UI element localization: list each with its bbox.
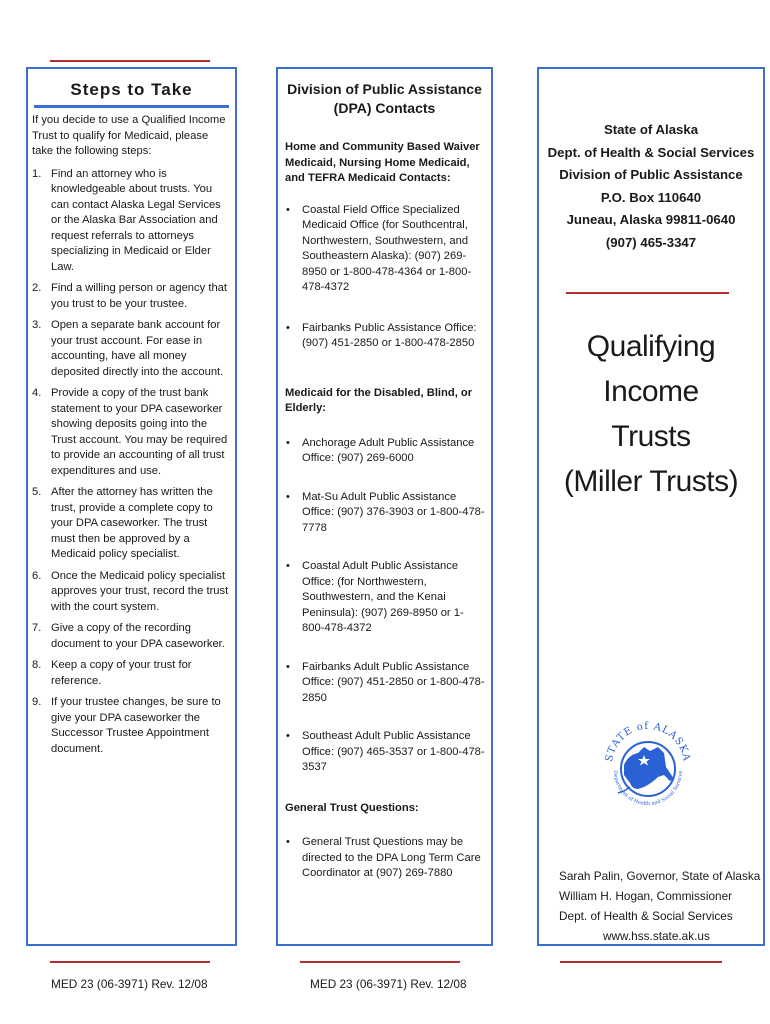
- footer-line: Sarah Palin, Governor, State of Alaska: [559, 869, 761, 883]
- bottom-rule-middle: [300, 961, 460, 963]
- contact-item: • Anchorage Adult Public Assistance Office: (907) 269-6000: [284, 436, 485, 467]
- section-heading-waiver: Home and Community Based Waiver Medicaid, Nursing Home Medicaid, and TEFRA Medicaid Contacts:: [285, 141, 480, 184]
- contact-item: • Southeast Adult Public Assistance Office: (907) 465-3537 or 1-800-478-3537: [284, 729, 485, 776]
- address-line: Juneau, Alaska 99811-0640: [566, 212, 736, 227]
- title-line: (Miller Trusts): [563, 465, 739, 498]
- address-line: State of Alaska: [603, 122, 699, 137]
- step-number: 6.: [32, 569, 42, 582]
- address-line: P.O. Box 110640: [600, 189, 702, 205]
- waiver-contact-list: [278, 203, 491, 352]
- svg-text:STATE of ALASKA: STATE of ALASKA: [604, 720, 692, 763]
- step-number: 2.: [32, 282, 42, 294]
- address-line: (907) 465-3347: [605, 234, 697, 250]
- title-line: Qualifying Income: [586, 330, 716, 408]
- step-item: [32, 167, 232, 276]
- step-text: Provide a copy of the trust bank statement to your DPA caseworker showing deposits going into the Trust account. You may be required to provide an accounting of all trust expenditures and use.: [51, 387, 228, 477]
- step-item: [32, 658, 232, 689]
- contact-item: • Mat-Su Adult Public Assistance Office: (907) 376-3903 or 1-800-478-7778: [284, 490, 485, 537]
- step-number: 3.: [32, 319, 42, 331]
- step-number: 7.: [32, 622, 42, 634]
- bottom-rule-right: [560, 961, 722, 963]
- step-text: Give a copy of the recording document to your DPA caseworker.: [51, 622, 225, 650]
- step-item: [32, 281, 232, 312]
- address-block: [539, 119, 763, 254]
- step-text: Keep a copy of your trust for reference.: [51, 659, 192, 687]
- state-seal-logo: [600, 717, 696, 813]
- step-text: Find a willing person or agency that you trust to be your trustee.: [51, 282, 227, 310]
- address-line: Division of Public Assistance: [559, 167, 743, 182]
- cover-divider: [566, 292, 729, 294]
- step-number: 8.: [32, 659, 42, 671]
- step-number: 5.: [32, 486, 42, 498]
- step-item: [32, 695, 232, 757]
- website-url: www.hss.state.ak.us: [603, 929, 710, 943]
- form-number-middle: MED 23 (06-3971) Rev. 12/08: [310, 977, 467, 991]
- step-number: 1.: [32, 167, 42, 180]
- svg-text:Department of Health and Socia: Department of Health and Social Services: [611, 770, 685, 808]
- step-item: [32, 621, 232, 652]
- step-text: After the attorney has written the trust, provide a complete copy to your DPA caseworker. The trust must then be approved by a Medicaid policy specialist.: [51, 486, 213, 560]
- step-number: 9.: [32, 696, 42, 708]
- step-text: Once the Medicaid policy specialist approves your trust, record the trust with the court system.: [51, 569, 229, 613]
- step-item: [32, 386, 232, 479]
- cover-panel: [537, 67, 765, 946]
- contact-item: • Fairbanks Adult Public Assistance Office: (907) 451-2850 or 1-800-478-2850: [284, 660, 485, 707]
- alaska-seal-icon: [600, 717, 696, 813]
- general-contact-list: [278, 835, 491, 882]
- bottom-rule-left: [50, 961, 210, 963]
- section-heading-general: General Trust Questions:: [285, 801, 419, 814]
- contact-item: • Coastal Adult Public Assistance Office: (for Northwestern, Southwestern, and the Kenai Peninsula): (907) 269-8950 or 1-800-478-4372: [284, 559, 485, 637]
- section-heading-disabled: Medicaid for the Disabled, Blind, or Elderly:: [285, 386, 473, 414]
- step-item: [32, 569, 232, 616]
- brochure-title: [539, 324, 763, 504]
- step-text: Open a separate bank account for your trust account. For ease in accounting, have all money deposited directly into the account.: [51, 319, 224, 378]
- footer-line: William H. Hogan, Commissioner: [559, 889, 733, 903]
- address-line: Dept. of Health & Social Services: [547, 144, 755, 160]
- form-number-left: MED 23 (06-3971) Rev. 12/08: [51, 977, 208, 991]
- steps-title: Steps to Take: [34, 80, 229, 108]
- cover-footer: [559, 866, 760, 946]
- contacts-title: Division of Public Assistance (DPA) Contacts: [287, 81, 482, 116]
- contact-item: • General Trust Questions may be directed to the DPA Long Term Care Coordinator at (907) 269-7880: [284, 835, 485, 882]
- step-item: [32, 318, 232, 380]
- title-line: Trusts: [611, 420, 691, 453]
- disabled-contact-list: [278, 436, 491, 776]
- footer-line: Dept. of Health & Social Services: [559, 909, 733, 923]
- step-text: Find an attorney who is knowledgeable about trusts. You can contact Alaska Legal Services or the Alaska Bar Association and request referrals to attorneys specializing in Medicaid or Elder Law.: [51, 167, 221, 273]
- steps-intro: If you decide to use a Qualified Income Trust to qualify for Medicaid, please take the following steps:: [32, 114, 226, 157]
- step-text: If your trustee changes, be sure to give your DPA caseworker the Successor Trustee Appointment document.: [51, 696, 221, 755]
- step-item: [32, 485, 232, 563]
- contact-item: • Coastal Field Office Specialized Medicaid Office (for Southcentral, Northwestern, Southwestern, and Southeastern Alaska): (907) 269-8950 or 1-800-478-4364 or 1-800-478-4372: [284, 203, 485, 296]
- contacts-panel: [276, 67, 493, 946]
- step-number: 4.: [32, 387, 42, 399]
- steps-panel: [26, 67, 237, 946]
- top-rule-left: [50, 60, 210, 62]
- contact-item: • Fairbanks Public Assistance Office: (907) 451-2850 or 1-800-478-2850: [284, 321, 485, 352]
- steps-list: [28, 167, 235, 758]
